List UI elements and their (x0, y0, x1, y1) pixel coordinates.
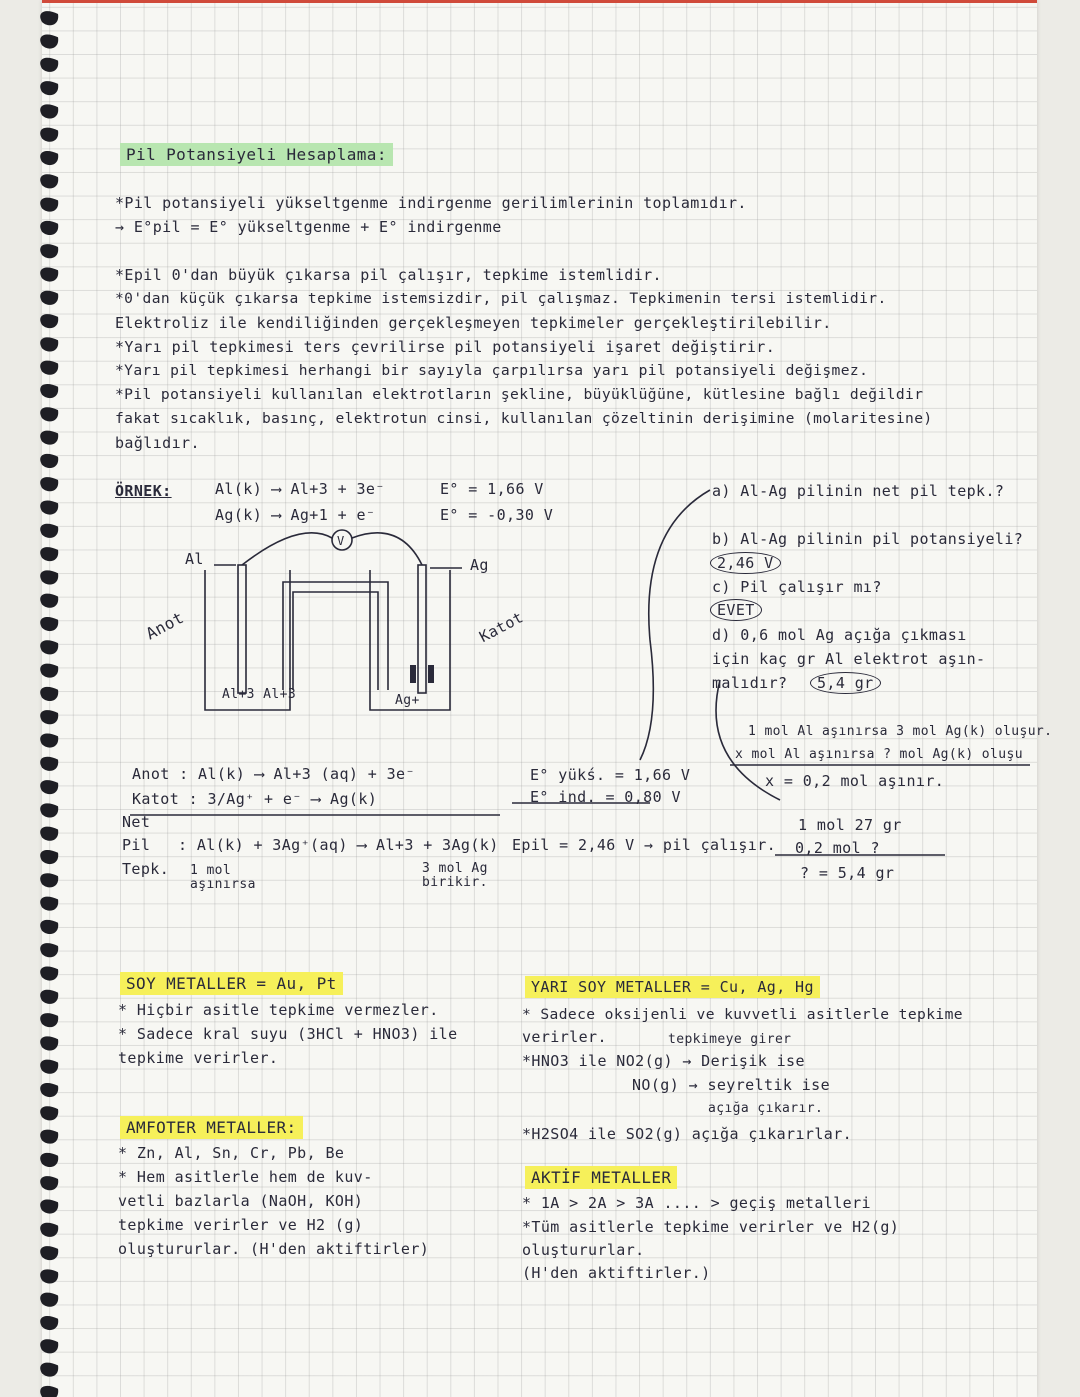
aktif-line-4: (H'den aktiftirler.) (522, 1264, 711, 1282)
aktif-line-3: oluştururlar. (522, 1241, 645, 1259)
yarisoy-line-5: NO(g) → seyreltik ise (632, 1076, 831, 1094)
spiral-ring (40, 454, 58, 468)
spiral-ring (40, 1176, 58, 1190)
spiral-ring (40, 1130, 58, 1144)
spiral-ring (40, 827, 58, 841)
rule-7: fakat sıcaklık, basınç, elektrotun cinsi, kullanılan çözeltinin derişimine (molaritesine) (115, 410, 933, 427)
net-label: Net (122, 813, 151, 831)
note-al: 1 mol aşınırsa (190, 863, 256, 892)
amfoter-title: AMFOTER METALLER: (120, 1120, 303, 1136)
tepk-label: Tepk. (122, 860, 170, 878)
spiral-ring (40, 1363, 58, 1377)
spiral-ring (40, 617, 58, 631)
spiral-ring (40, 1386, 58, 1397)
amfoter-line-2: * Hem asitlerle hem de kuv- (118, 1168, 373, 1186)
amfoter-line-5: oluştururlar. (H'den aktiftirler) (118, 1240, 430, 1258)
answer-b: 2,46 V (710, 556, 781, 571)
spiral-ring (40, 897, 58, 911)
page-top-edge (42, 0, 1037, 3)
diagram-ag-label: Ag (470, 556, 489, 574)
spiral-ring (40, 291, 58, 305)
aktif-line-2: *Tüm asitlerle tepkime verirler ve H2(g) (522, 1218, 900, 1236)
rule-2: *0'dan küçük çıkarsa tepkime istemsizdir, pil çalışmaz. Tepkimenin tersi istemlidir. (115, 290, 887, 307)
calc1-line-1: 1 mol Al aşınırsa 3 mol Ag(k) oluşur. (748, 724, 1053, 739)
spiral-ring (40, 1153, 58, 1167)
spiral-ring (40, 780, 58, 794)
spiral-ring (40, 34, 58, 48)
yarisoy-line-6: açığa çıkarır. (708, 1101, 824, 1116)
e-yuk-value: E° yükś. = 1,66 V (530, 766, 691, 784)
rule-3: Elektroliz ile kendiliğinden gerçekleşmeyen tepkimeler gerçekleştirilebilir. (115, 314, 832, 332)
e-value-al: E° = 1,66 V (440, 480, 544, 498)
rule-8: bağlıdır. (115, 434, 200, 452)
spiral-ring (40, 664, 58, 678)
spiral-ring (40, 1199, 58, 1213)
spiral-ring (40, 873, 58, 887)
spiral-ring (40, 1223, 58, 1237)
katot-reaction: Katot : 3/Ag⁺ + e⁻ ⟶ Ag(k) (132, 790, 378, 808)
spiral-ring (40, 1060, 58, 1074)
net-reaction: : Al(k) + 3Ag⁺(aq) ⟶ Al+3 + 3Ag(k) (178, 836, 499, 854)
intro-line-1: *Pil potansiyeli yükseltgenme indirgenme gerilimlerinin toplamıdır. (115, 194, 747, 212)
spiral-ring (40, 407, 58, 421)
amfoter-line-4: tepkime verirler ve H2 (g) (118, 1216, 364, 1234)
spiral-ring (40, 221, 58, 235)
calc2-line-3: ? = 5,4 gr (800, 864, 895, 882)
spiral-ring (40, 943, 58, 957)
spiral-ring (40, 920, 58, 934)
yarisoy-line-3: tepkimeye girer (668, 1032, 792, 1047)
spiral-ring (40, 1036, 58, 1050)
spiral-ring (40, 803, 58, 817)
spiral-ring (40, 1339, 58, 1353)
spiral-ring (40, 244, 58, 258)
note-ag: 3 mol Ag birikir. (422, 861, 488, 890)
answer-c: EVET (710, 603, 762, 618)
calc1-line-2: x mol Al aşınırsa ? mol Ag(k) oluşu (735, 747, 1023, 762)
page-title: Pil Potansiyeli Hesaplama: (120, 147, 393, 163)
half-reaction-al: Al(k) ⟶ Al+3 + 3e⁻ (215, 480, 385, 498)
yarisoy-line-4: *HNO3 ile NO2(g) → Derişik ise (522, 1052, 805, 1070)
spiral-ring (40, 58, 58, 72)
rule-5: *Yarı pil tepkimesi herhangi bir sayıyla çarpılırsa yarı pil potansiyeli değişmez. (115, 362, 869, 379)
soy-line-1: * Hiçbir asitle tepkime vermezler. (118, 1001, 439, 1019)
spiral-ring (40, 361, 58, 375)
anot-reaction: Anot : Al(k) ⟶ Al+3 (aq) + 3e⁻ (132, 765, 415, 783)
spiral-binding (0, 0, 60, 1397)
spiral-ring (40, 11, 58, 25)
spiral-ring (40, 687, 58, 701)
spiral-ring (40, 547, 58, 561)
calc2-line-1: 1 mol 27 gr (798, 816, 902, 834)
spiral-ring (40, 1246, 58, 1260)
question-a: a) Al-Ag pilinin net pil tepk.? (712, 482, 1005, 500)
voltmeter-label: V (337, 534, 345, 548)
spiral-ring (40, 966, 58, 980)
question-c: c) Pil çalışır mı? (712, 578, 882, 596)
anot-label: Anot (142, 607, 188, 644)
amfoter-line-3: vetli bazlarla (NaOH, KOH) (118, 1192, 364, 1210)
epil-result: Epil = 2,46 V → pil çalışır. (512, 836, 777, 854)
question-d-2: için kaç gr Al elektrot aşın- (712, 650, 986, 668)
spiral-ring (40, 640, 58, 654)
spiral-ring (40, 500, 58, 514)
spiral-ring (40, 757, 58, 771)
spiral-ring (40, 570, 58, 584)
yarisoy-line-7: *H2SO4 ile SO2(g) açığa çıkarırlar. (522, 1125, 853, 1143)
intro-formula: → E°pil = E° yükseltgenme + E° indirgenme (115, 218, 502, 236)
spiral-ring (40, 174, 58, 188)
spiral-ring (40, 1316, 58, 1330)
spiral-ring (40, 1013, 58, 1027)
spiral-ring (40, 431, 58, 445)
rule-4: *Yarı pil tepkimesi ters çevrilirse pil potansiyeli işaret değiştirir. (115, 338, 776, 356)
calc2-line-2: 0,2 mol ? (795, 839, 880, 857)
rule-1: *Epil 0'dan büyük çıkarsa pil çalışır, tepkime istemlidir. (115, 266, 662, 284)
yarisoy-line-2: verirler. (522, 1028, 607, 1046)
spiral-ring (40, 81, 58, 95)
question-b: b) Al-Ag pilinin pil potansiyeli? (712, 530, 1024, 548)
spiral-ring (40, 384, 58, 398)
spiral-ring (40, 1269, 58, 1283)
answer-d: 5,4 gr (810, 676, 881, 691)
e-ind-value: E° ind. = 0,80 V (530, 788, 681, 806)
soy-line-3: tepkime verirler. (118, 1049, 279, 1067)
spiral-ring (40, 710, 58, 724)
yarisoy-title: YARI SOY METALLER = Cu, Ag, Hg (525, 980, 820, 995)
spiral-ring (40, 477, 58, 491)
example-label: ÖRNEK: (115, 482, 172, 500)
spiral-ring (40, 128, 58, 142)
soy-line-2: * Sadece kral suyu (3HCl + HNO3) ile (118, 1025, 458, 1043)
question-d-1: d) 0,6 mol Ag açığa çıkması (712, 626, 967, 644)
diagram-al-label: Al (185, 550, 204, 568)
spiral-ring (40, 524, 58, 538)
spiral-ring (40, 594, 58, 608)
spiral-ring (40, 1293, 58, 1307)
spiral-ring (40, 151, 58, 165)
spiral-ring (40, 314, 58, 328)
spiral-ring (40, 850, 58, 864)
spiral-ring (40, 198, 58, 212)
yarisoy-line-1: * Sadece oksijenli ve kuvvetli asitlerle tepkime (522, 1006, 963, 1023)
spiral-ring (40, 337, 58, 351)
question-d-3: malıdır? (712, 674, 788, 692)
spiral-ring (40, 1083, 58, 1097)
amfoter-line-1: * Zn, Al, Sn, Cr, Pb, Be (118, 1144, 345, 1162)
e-value-ag: E° = -0,30 V (440, 506, 554, 524)
ion-label-left: Al+3 Al+3 (222, 687, 297, 702)
calc1-line-3: x = 0,2 mol aşınır. (765, 772, 945, 790)
ion-label-right: Ag+ (395, 693, 420, 708)
aktif-title: AKTİF METALLER (525, 1170, 677, 1186)
spiral-ring (40, 733, 58, 747)
spiral-ring (40, 104, 58, 118)
half-reaction-ag: Ag(k) ⟶ Ag+1 + e⁻ (215, 506, 376, 524)
spiral-ring (40, 1106, 58, 1120)
rule-6: *Pil potansiyeli kullanılan elektrotların şekline, büyüklüğüne, kütlesine bağlı değildir (115, 386, 924, 403)
soy-title: SOY METALLER = Au, Pt (120, 976, 343, 992)
katot-label: Katot (476, 608, 527, 647)
pil-label: Pil (122, 836, 151, 854)
spiral-ring (40, 990, 58, 1004)
aktif-line-1: * 1A > 2A > 3A .... > geçiş metalleri (522, 1194, 871, 1212)
spiral-ring (40, 267, 58, 281)
